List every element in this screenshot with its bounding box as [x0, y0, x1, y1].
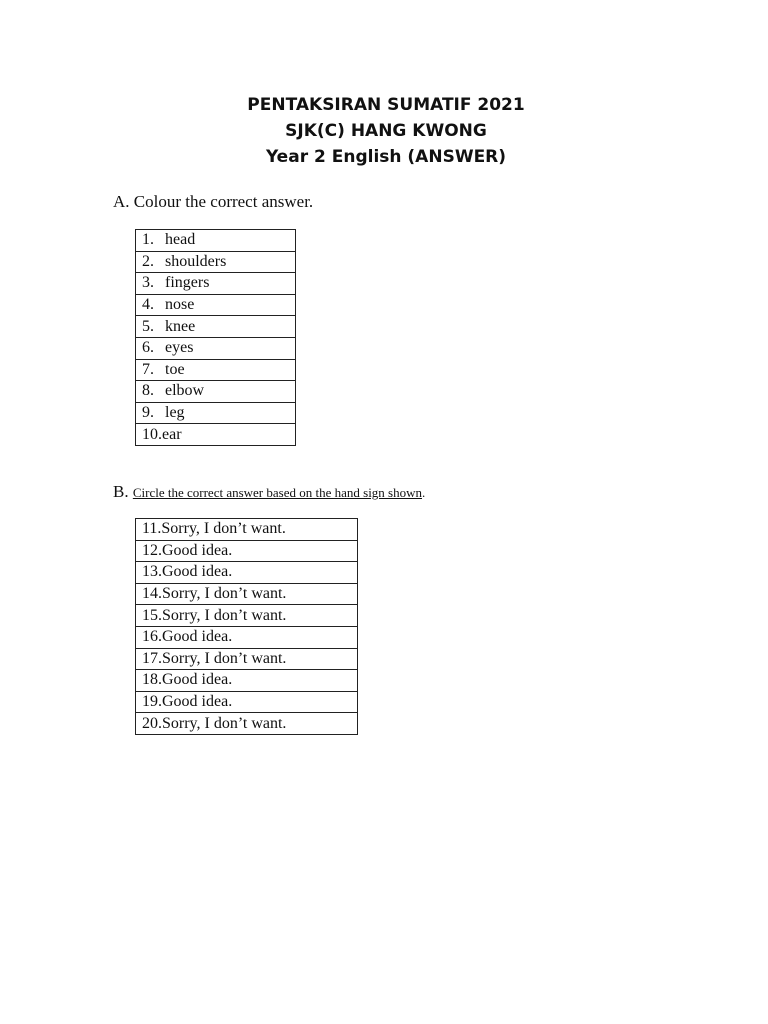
answer-cell: [136, 337, 296, 359]
answer-text: knee: [165, 317, 196, 335]
answer-number: 7.: [142, 360, 154, 378]
answer-number: 13.: [142, 563, 162, 581]
answer-cell: [136, 713, 358, 735]
answer-number: 17.: [142, 649, 162, 667]
answer-cell: [136, 273, 296, 295]
answer-cell: [136, 381, 296, 403]
school-name: SJK(C) HANG KWONG: [285, 121, 487, 141]
answer-cell: [136, 583, 358, 605]
answer-text: Sorry, I don’t want.: [161, 520, 286, 538]
section-a-label: A.: [113, 192, 130, 211]
table-row: [136, 583, 358, 605]
section-a-heading: [113, 192, 313, 212]
table-row: [136, 230, 296, 252]
answer-cell: [136, 562, 358, 584]
table-row: [136, 251, 296, 273]
answer-number: 6.: [142, 339, 154, 357]
answer-text: Sorry, I don’t want.: [162, 606, 287, 624]
answer-text: fingers: [165, 274, 210, 292]
table-row: [136, 605, 358, 627]
table-row: [136, 713, 358, 735]
table-row: [136, 648, 358, 670]
subject-title: Year 2 English (ANSWER): [265, 147, 507, 167]
answer-cell: [136, 402, 296, 424]
answer-number: 12.: [142, 541, 162, 559]
answer-text: Good idea.: [162, 693, 233, 711]
answer-cell: [136, 519, 358, 541]
answer-cell: [136, 605, 358, 627]
answer-number: 5.: [142, 317, 154, 335]
answer-cell: [136, 626, 358, 648]
answer-cell: [136, 316, 296, 338]
table-row: [136, 626, 358, 648]
section-b-answer-table: [135, 518, 358, 735]
answer-text: Sorry, I don’t want.: [162, 585, 287, 603]
document-header: [0, 92, 768, 170]
answer-text: leg: [165, 404, 185, 422]
answer-cell: [136, 294, 296, 316]
answer-number: 2.: [142, 252, 154, 270]
table-row: [136, 562, 358, 584]
answer-number: 16.: [142, 628, 162, 646]
answer-number: 20.: [142, 714, 162, 732]
table-row: [136, 670, 358, 692]
answer-text: nose: [165, 296, 195, 314]
answer-number: 4.: [142, 296, 154, 314]
answer-text: Sorry, I don’t want.: [162, 714, 287, 732]
answer-number: 18.: [142, 671, 162, 689]
answer-text: toe: [165, 360, 185, 378]
answer-cell: [136, 540, 358, 562]
table-row: [136, 691, 358, 713]
table-row: [136, 424, 296, 446]
section-b-heading: [113, 482, 425, 502]
answer-number: 15.: [142, 606, 162, 624]
table-row: [136, 381, 296, 403]
answer-text: Sorry, I don’t want.: [162, 649, 287, 667]
section-b-label: B.: [113, 482, 129, 501]
table-row: [136, 273, 296, 295]
answer-text: elbow: [165, 382, 205, 400]
answer-text: Good idea.: [162, 671, 233, 689]
answer-cell: [136, 424, 296, 446]
table-row: [136, 316, 296, 338]
answer-number: 1.: [142, 231, 154, 249]
table-row: [136, 402, 296, 424]
section-a-instruction: Colour the correct answer.: [133, 192, 314, 211]
answer-number: 10.: [142, 425, 162, 443]
section-b-instruction-period: .: [422, 485, 426, 500]
table-row: [136, 337, 296, 359]
section-a-answer-table: [135, 229, 296, 446]
answer-cell: [136, 251, 296, 273]
answer-number: 8.: [142, 382, 154, 400]
answer-text: Good idea.: [162, 628, 233, 646]
answer-number: 9.: [142, 404, 154, 422]
answer-text: eyes: [165, 339, 194, 357]
table-row: [136, 359, 296, 381]
assessment-title: PENTAKSIRAN SUMATIF 2021: [247, 95, 525, 115]
answer-cell: [136, 670, 358, 692]
answer-text: Good idea.: [162, 563, 233, 581]
answer-number: 19.: [142, 693, 162, 711]
table-row: [136, 294, 296, 316]
section-b-instruction: Circle the correct answer based on the hand sign shown: [132, 485, 423, 500]
answer-number: 11.: [142, 520, 162, 538]
answer-cell: [136, 648, 358, 670]
answer-number: 14.: [142, 585, 162, 603]
answer-number: 3.: [142, 274, 154, 292]
table-row: [136, 519, 358, 541]
answer-text: shoulders: [165, 252, 227, 270]
answer-cell: [136, 359, 296, 381]
answer-text: Good idea.: [162, 541, 233, 559]
answer-text: ear: [162, 425, 182, 443]
answer-cell: [136, 691, 358, 713]
answer-cell: [136, 230, 296, 252]
table-row: [136, 540, 358, 562]
answer-text: head: [165, 231, 196, 249]
